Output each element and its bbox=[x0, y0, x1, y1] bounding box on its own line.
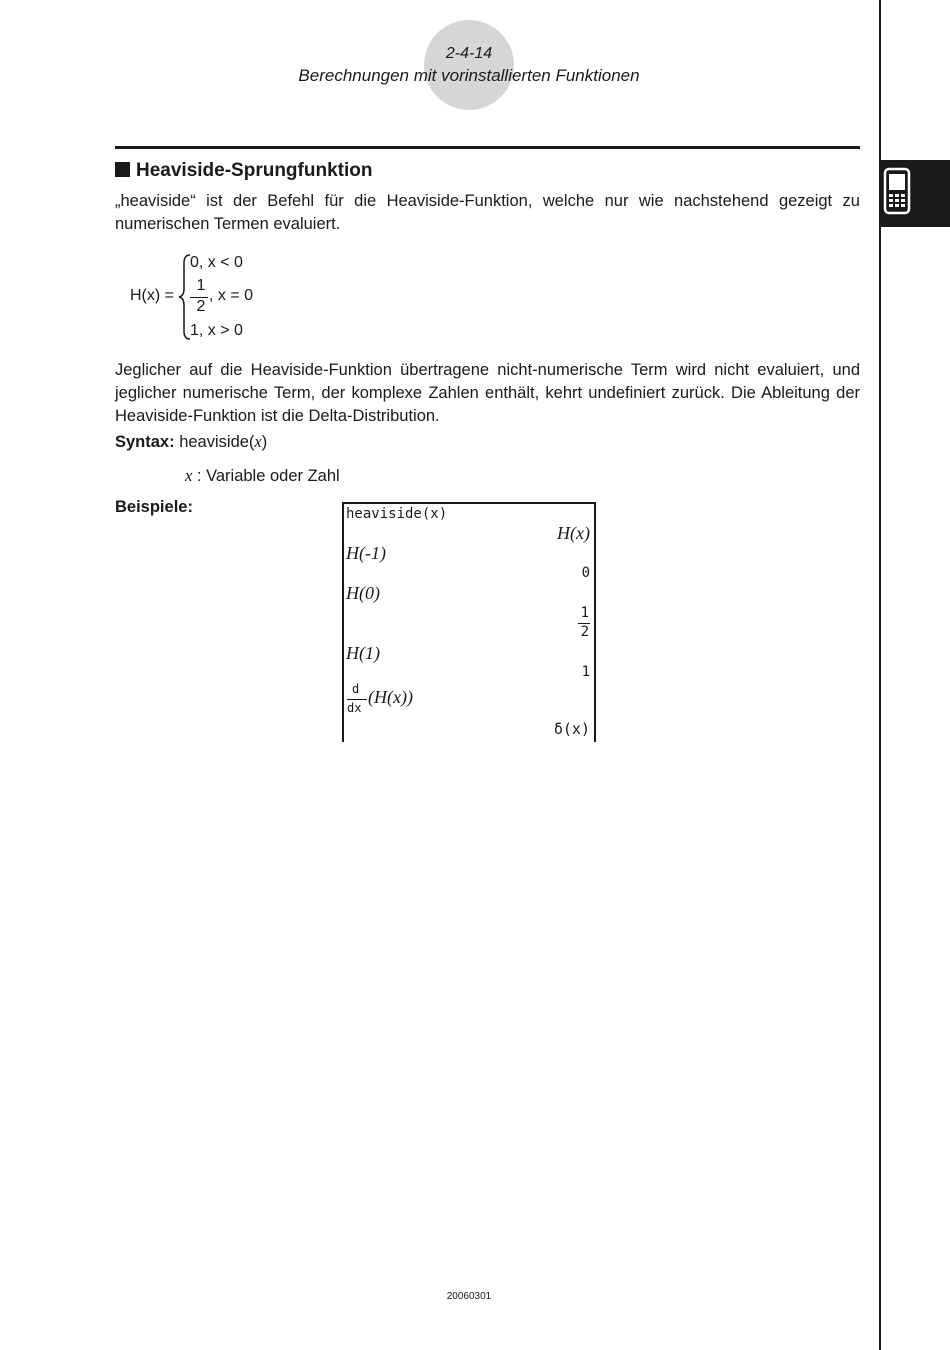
screen-derivative-numerator: d bbox=[352, 682, 360, 696]
intro-paragraph: „heaviside“ ist der Befehl für die Heaviside-Funktion, welche nur wie nachstehend gezeigt zu numerischen Termen evaluiert. bbox=[115, 192, 860, 233]
syntax-line bbox=[115, 432, 267, 452]
screen-input-3: H(0) bbox=[346, 583, 380, 603]
heaviside-formula bbox=[130, 250, 290, 345]
formula-case-2-condition: , x = 0 bbox=[209, 287, 254, 304]
screen-output-5: δ(x) bbox=[553, 720, 590, 738]
syntax-command: heaviside( bbox=[179, 433, 255, 451]
screen-output-4: 1 bbox=[581, 664, 590, 680]
section-title bbox=[115, 160, 372, 182]
parameter-variable: x bbox=[185, 466, 193, 485]
side-tab bbox=[880, 160, 950, 227]
calculator-icon bbox=[880, 160, 950, 227]
screen-output-3-numerator: 1 bbox=[580, 605, 589, 621]
formula-case-2-numerator: 1 bbox=[196, 277, 206, 294]
syntax-close: ) bbox=[261, 433, 268, 451]
section-rule bbox=[115, 146, 860, 149]
square-bullet-icon bbox=[115, 162, 130, 177]
screen-output-1: H(x) bbox=[557, 523, 590, 543]
screen-output-3-denominator: 2 bbox=[580, 624, 589, 640]
formula-case-3: 1, x > 0 bbox=[190, 322, 243, 339]
section-title-text: Heaviside-Sprungfunktion bbox=[136, 160, 373, 181]
examples-label: Beispiele: bbox=[115, 498, 193, 516]
formula-case-1: 0, x < 0 bbox=[190, 254, 243, 271]
screen-input-4: H(1) bbox=[346, 643, 380, 663]
footer-code: 20060301 bbox=[446, 1291, 492, 1302]
screen-output-2: 0 bbox=[581, 565, 590, 581]
screen-derivative-bar bbox=[347, 699, 367, 700]
formula-lhs: H(x) = bbox=[130, 287, 174, 304]
parameter-line bbox=[185, 466, 340, 486]
page-header-title: Berechnungen mit vorinstallierten Funktionen bbox=[298, 66, 640, 85]
screen-input-1: heaviside(x) bbox=[346, 506, 448, 522]
screen-derivative-denominator: dx bbox=[347, 701, 362, 715]
page-number-circle bbox=[424, 20, 514, 110]
screen-input-2: H(-1) bbox=[346, 543, 386, 563]
page-number: 2-4-14 bbox=[445, 45, 493, 62]
parameter-description: : Variable oder Zahl bbox=[192, 467, 340, 485]
calculator-screen bbox=[342, 502, 596, 742]
syntax-label: Syntax: bbox=[115, 433, 175, 451]
syntax-arg: x bbox=[254, 432, 262, 451]
formula-case-2-denominator: 2 bbox=[196, 298, 206, 315]
screen-input-5: (H(x)) bbox=[368, 687, 413, 707]
description-paragraph: Jeglicher auf die Heaviside-Funktion übertragene nicht-numerische Term wird nicht evaluiert, und jeglicher numerische Term, der komplexe Zahlen enthält, kehrt undefiniert zurück. Die Ableitung der Heaviside-Funktion ist die Delta-Distribution. bbox=[115, 361, 860, 425]
